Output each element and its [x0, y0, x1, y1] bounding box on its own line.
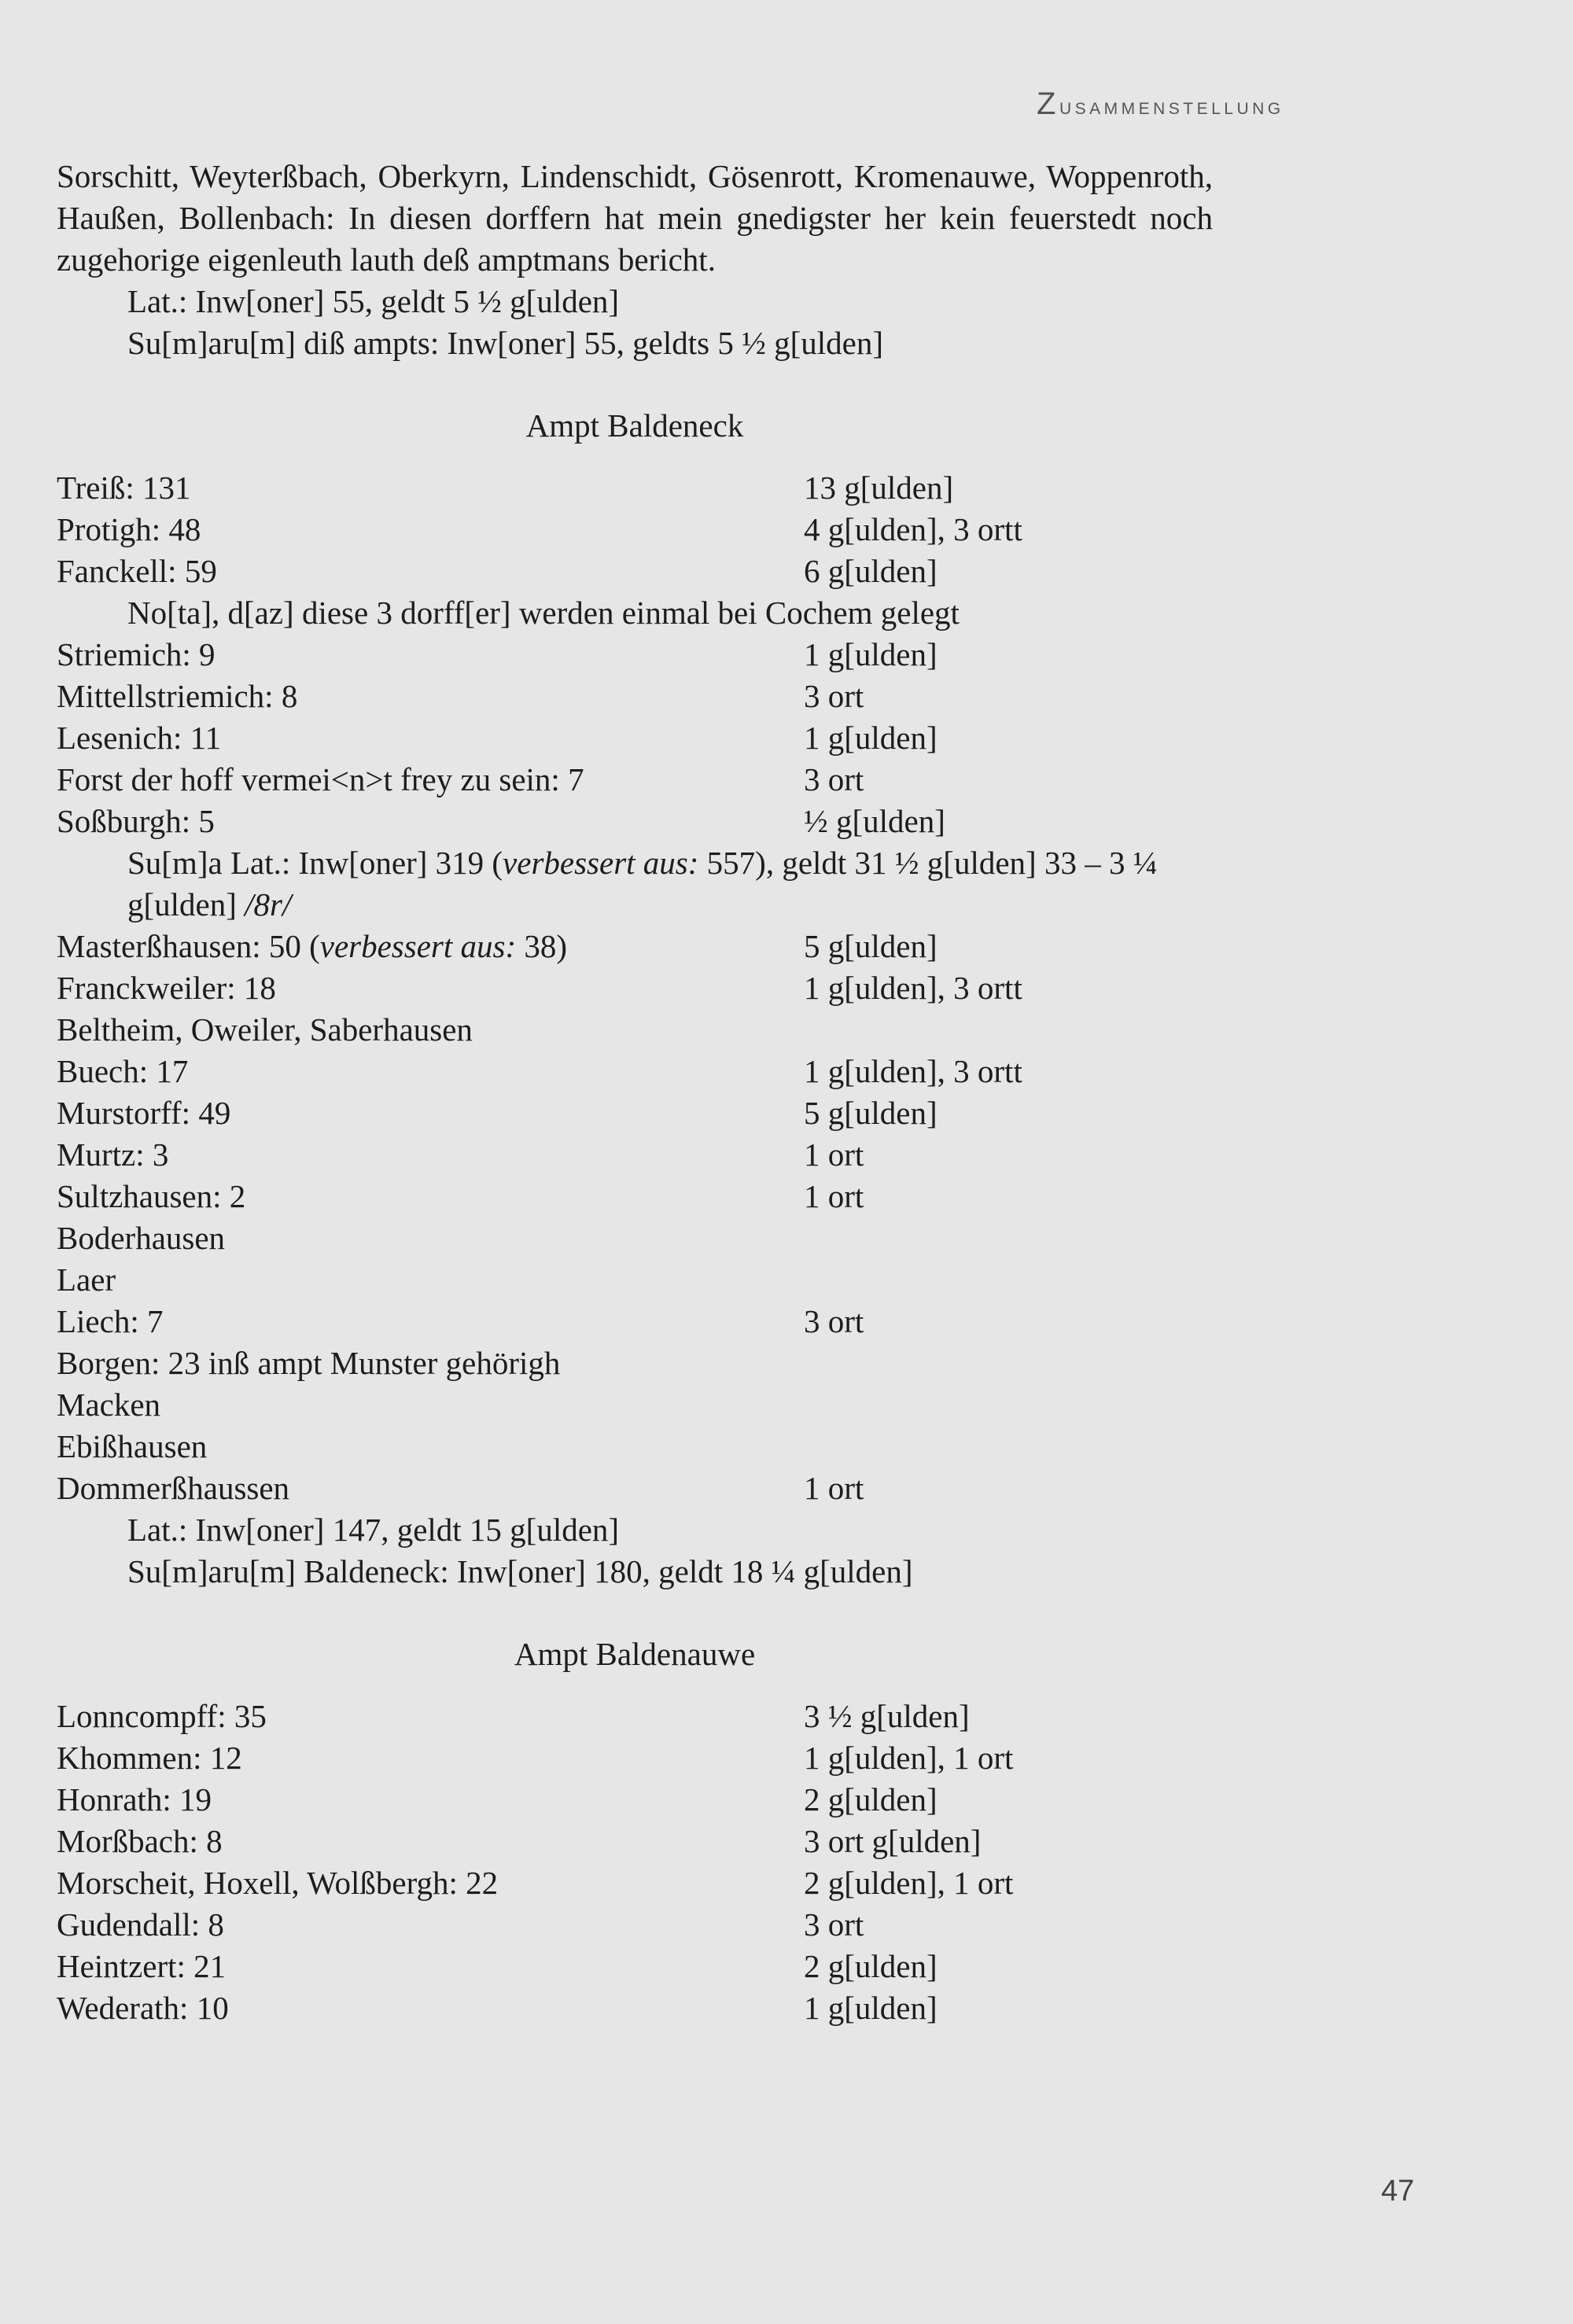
- amount-cell: 3 ort: [804, 1906, 864, 1943]
- amount-cell: 13 g[ulden]: [804, 470, 954, 506]
- place-cell: Khommen: 12: [57, 1740, 242, 1776]
- intro-lat-line: Lat.: Inw[oner] 55, geldt 5 ½ g[ulden]: [127, 283, 620, 319]
- table-row: [57, 634, 1213, 676]
- table-row: [57, 1342, 1213, 1384]
- amount-cell: 1 ort: [804, 1136, 864, 1173]
- place-cell: Morscheit, Hoxell, Wolßbergh: 22: [57, 1865, 499, 1901]
- section-title-baldeneck: Ampt Baldeneck: [525, 407, 744, 444]
- amount-cell: 5 g[ulden]: [804, 1095, 938, 1131]
- amount-cell: 3 ort: [804, 1303, 864, 1339]
- amount-cell: 1 g[ulden], 1 ort: [804, 1740, 1014, 1776]
- table-row: [57, 1821, 1213, 1862]
- table-row: [57, 1301, 1213, 1342]
- master-editor-note: verbessert aus:: [319, 928, 517, 964]
- table-row: [57, 967, 1213, 1009]
- master-text-1: Masterßhausen: 50 (: [57, 928, 320, 964]
- baldeneck-rows-c: [57, 967, 1213, 1509]
- amount-cell: 2 g[ulden]: [804, 1948, 938, 1984]
- place-cell: Lesenich: 11: [57, 720, 222, 756]
- amount-cell: 1 g[ulden], 3 ortt: [804, 1053, 1022, 1089]
- table-row: [57, 926, 1213, 967]
- master-text-2: 38): [516, 928, 568, 964]
- suma-text-2: 557), geldt 31 ½ g[ulden] 33 – 3 ¼ g[ulden]: [127, 845, 1158, 923]
- baldeneck-rows-a: [57, 467, 1213, 592]
- table-row: [57, 1009, 1213, 1051]
- baldeneck-sum-line: Su[m]aru[m] Baldeneck: Inw[oner] 180, geldt 18 ¼ g[ulden]: [127, 1553, 913, 1589]
- amount-cell: 1 g[ulden]: [804, 1990, 938, 2026]
- baldeneck-rows-b: [57, 634, 1213, 842]
- amount-cell: 1 g[ulden], 3 ortt: [804, 970, 1022, 1006]
- place-cell: Sultzhausen: 2: [57, 1178, 246, 1214]
- table-row: [57, 1987, 1213, 2029]
- amount-cell: 6 g[ulden]: [804, 553, 938, 589]
- place-cell: Buech: 17: [57, 1053, 189, 1089]
- baldenauwe-rows: [57, 1696, 1213, 2029]
- place-cell: Gudendall: 8: [57, 1906, 224, 1943]
- intro-sum-line: Su[m]aru[m] diß ampts: Inw[oner] 55, geldts 5 ½ g[ulden]: [127, 325, 884, 361]
- place-cell: Fanckell: 59: [57, 553, 217, 589]
- suma-editor-note: verbessert aus:: [503, 845, 699, 881]
- amount-cell: 2 g[ulden]: [804, 1781, 938, 1818]
- amount-cell: 3 ort g[ulden]: [804, 1823, 982, 1859]
- amount-cell: 1 g[ulden]: [804, 636, 938, 672]
- place-cell: Beltheim, Oweiler, Saberhausen: [57, 1011, 473, 1048]
- place-cell: Boderhausen: [57, 1220, 226, 1256]
- page-content: [57, 156, 1213, 2029]
- table-row: [57, 509, 1213, 551]
- amount-cell: 3 ort: [804, 678, 864, 714]
- baldeneck-lat-line: Lat.: Inw[oner] 147, geldt 15 g[ulden]: [127, 1512, 620, 1548]
- table-row: [57, 1737, 1213, 1779]
- table-row: [57, 551, 1213, 592]
- place-cell: Liech: 7: [57, 1303, 164, 1339]
- table-row: [57, 1904, 1213, 1946]
- amount-cell: 2 g[ulden], 1 ort: [804, 1865, 1014, 1901]
- place-cell: Morßbach: 8: [57, 1823, 223, 1859]
- table-row: [57, 759, 1213, 801]
- place-cell: Forst der hoff vermei<n>t frey zu sein: 7: [57, 761, 584, 797]
- table-row: [57, 1092, 1213, 1134]
- place-cell: Honrath: 19: [57, 1781, 212, 1818]
- table-row: [57, 1259, 1213, 1301]
- amount-cell: 1 ort: [804, 1470, 864, 1506]
- table-row: [57, 801, 1213, 842]
- table-row: [57, 1426, 1213, 1468]
- nota-line: No[ta], d[az] diese 3 dorff[er] werden einmal bei Cochem gelegt: [127, 595, 960, 631]
- table-row: [57, 467, 1213, 509]
- amount-cell: 5 g[ulden]: [804, 928, 938, 964]
- table-row: [57, 1134, 1213, 1176]
- amount-cell: 1 ort: [804, 1178, 864, 1214]
- place-cell: Heintzert: 21: [57, 1948, 227, 1984]
- table-row: [57, 1468, 1213, 1509]
- amount-cell: ½ g[ulden]: [804, 803, 945, 839]
- place-cell: Dommerßhaussen: [57, 1470, 290, 1506]
- table-row: [57, 1051, 1213, 1092]
- suma-text-1: Su[m]a Lat.: Inw[oner] 319 (: [127, 845, 503, 881]
- table-row: [57, 1779, 1213, 1821]
- page-number: 47: [1381, 2175, 1415, 2208]
- suma-line: [57, 842, 1213, 926]
- folio-marker: /8r/: [245, 886, 292, 923]
- place-cell: Mittellstriemich: 8: [57, 678, 298, 714]
- table-row: [57, 717, 1213, 759]
- table-row: [57, 1696, 1213, 1737]
- amount-cell: 3 ½ g[ulden]: [804, 1698, 970, 1734]
- place-cell: Wederath: 10: [57, 1990, 229, 2026]
- amount-cell: 3 ort: [804, 761, 864, 797]
- place-cell: Ebißhausen: [57, 1428, 208, 1464]
- place-cell: Soßburgh: 5: [57, 803, 215, 839]
- table-row: [57, 676, 1213, 717]
- table-row: [57, 1217, 1213, 1259]
- place-cell: Murtz: 3: [57, 1136, 169, 1173]
- running-header: Zusammenstellung: [1037, 87, 1284, 121]
- intro-paragraph: Sorschitt, Weyterßbach, Oberkyrn, Lindenschidt, Gösenrott, Kromenauwe, Woppenroth, Haußen, Bollenbach: In diesen dorffern hat mein gnedigster her kein feuerstedt noch zugehorige eigenleuth lauth deß amptmans bericht.: [57, 158, 1213, 278]
- amount-cell: 4 g[ulden], 3 ortt: [804, 511, 1022, 547]
- table-row: [57, 1176, 1213, 1217]
- place-cell: Borgen: 23 inß ampt Munster gehörigh: [57, 1345, 561, 1381]
- place-cell: Macken: [57, 1387, 161, 1423]
- place-cell: Franckweiler: 18: [57, 970, 276, 1006]
- table-row: [57, 1946, 1213, 1987]
- section-title-baldenauwe: Ampt Baldenauwe: [514, 1636, 756, 1672]
- place-cell: Treiß: 131: [57, 470, 191, 506]
- place-cell: Murstorff: 49: [57, 1095, 231, 1131]
- place-cell: Protigh: 48: [57, 511, 201, 547]
- table-row: [57, 1384, 1213, 1426]
- amount-cell: 1 g[ulden]: [804, 720, 938, 756]
- place-cell: Lonncompff: 35: [57, 1698, 267, 1734]
- place-cell: [57, 926, 804, 967]
- place-cell: Laer: [57, 1261, 116, 1298]
- table-row: [57, 1862, 1213, 1904]
- place-cell: Striemich: 9: [57, 636, 216, 672]
